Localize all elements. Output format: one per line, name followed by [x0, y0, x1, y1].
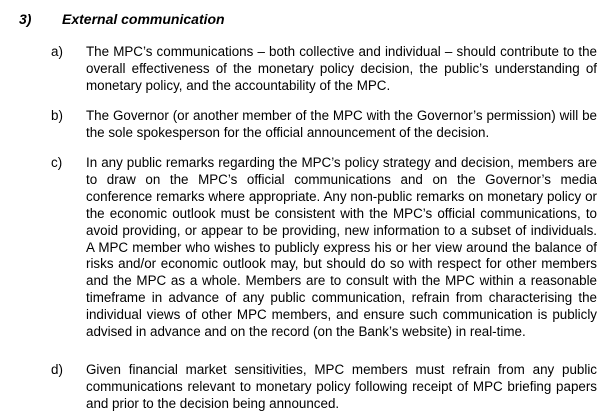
- item-letter: c): [51, 155, 63, 170]
- list-item-c: [51, 155, 597, 341]
- section-title: External communication: [62, 11, 225, 27]
- section-heading: [19, 10, 225, 28]
- item-letter: b): [51, 108, 63, 123]
- item-letter: a): [51, 44, 63, 59]
- item-text: The MPC’s communications – both collective and individual – should contribute to the overall effectiveness of the monetary policy decision, the public’s understanding of monetary policy, and the accountability of the MPC.: [86, 44, 597, 93]
- list-item-d: [51, 362, 597, 413]
- item-text: The Governor (or another member of the MPC with the Governor’s permission) will be the sole spokesperson for the official announcement of the decision.: [86, 108, 597, 140]
- list-item-a: [51, 44, 597, 95]
- item-letter: d): [51, 362, 63, 377]
- item-text: Given financial market sensitivities, MPC members must refrain from any public communications relevant to monetary policy following receipt of MPC briefing papers and prior to the decision being announced.: [86, 362, 597, 411]
- section-number: 3): [19, 11, 32, 27]
- item-text: In any public remarks regarding the MPC’s policy strategy and decision, members are to draw on the MPC’s official communications and on the Governor’s media conference remarks where appropriate. Any non-public remarks on monetary policy or the economic outlook must be consistent with the MPC’s official communications, to avoid providing, or appear to be providing, new information to a subset of individuals. A MPC member who wishes to publicly express his or her view around the balance of risks and/or economic outlook may, but should do so with respect for other members and the MPC as a whole. Members are to consult with the MPC within a reasonable timeframe in advance of any public communication, refrain from characterising the individual views of other MPC members, and ensure such communication is publicly advised in advance and on the record (on the Bank’s website) in real-time.: [86, 155, 597, 340]
- list-item-b: [51, 108, 597, 142]
